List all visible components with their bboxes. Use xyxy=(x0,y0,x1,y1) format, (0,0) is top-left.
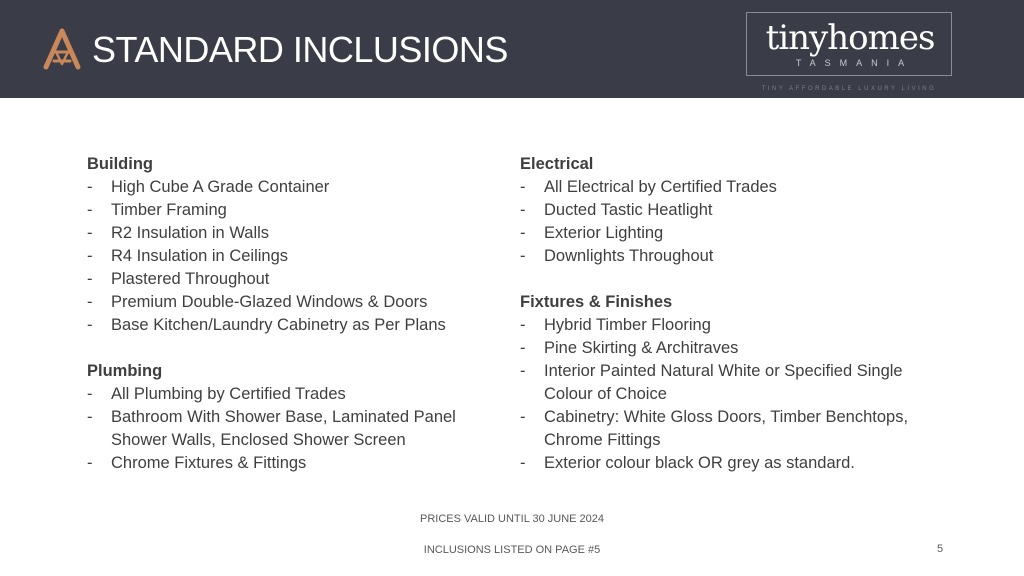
brand-subtitle: TASMANIA xyxy=(795,58,914,68)
list-item: - Downlights Throughout xyxy=(520,245,950,268)
list-item: - R2 Insulation in Walls xyxy=(87,222,497,245)
page-number: 5 xyxy=(936,543,944,555)
brand-tagline: TINY AFFORDABLE LUXURY LIVING xyxy=(761,86,937,92)
list-item: - Timber Framing xyxy=(87,199,497,222)
right-column xyxy=(520,153,950,475)
inclusions-note: INCLUSIONS LISTED ON PAGE #5 xyxy=(423,544,601,556)
list-item: - Hybrid Timber Flooring xyxy=(520,314,950,337)
page-title: STANDARD INCLUSIONS xyxy=(92,29,508,70)
list-item: - Ducted Tastic Heatlight xyxy=(520,199,950,222)
brand-logo xyxy=(746,12,952,76)
list-item: - Premium Double-Glazed Windows & Doors xyxy=(87,291,497,314)
list-item: - High Cube A Grade Container xyxy=(87,176,497,199)
list-item: - Interior Painted Natural White or Specified Single Colour of Choice xyxy=(520,360,950,406)
plumbing-list xyxy=(87,383,497,475)
brand-name: tinyhomes xyxy=(765,18,935,58)
list-item: - Cabinetry: White Gloss Doors, Timber Benchtops, Chrome Fittings xyxy=(520,406,950,452)
section-title-fixtures: Fixtures & Finishes xyxy=(520,293,673,311)
a-frame-logo-icon xyxy=(42,28,82,70)
section-title-electrical: Electrical xyxy=(520,155,594,173)
list-item: - Exterior colour black OR grey as standard. xyxy=(520,452,950,475)
list-item: - Plastered Throughout xyxy=(87,268,497,291)
list-item: - Chrome Fixtures & Fittings xyxy=(87,452,497,475)
list-item: - Pine Skirting & Architraves xyxy=(520,337,950,360)
electrical-list xyxy=(520,176,950,268)
list-item: - Base Kitchen/Laundry Cabinetry as Per Plans xyxy=(87,314,497,337)
header-bar xyxy=(0,0,1024,98)
list-item: - Bathroom With Shower Base, Laminated Panel Shower Walls, Enclosed Shower Screen xyxy=(87,406,497,452)
building-list xyxy=(87,176,497,337)
left-column xyxy=(87,153,497,475)
section-title-building: Building xyxy=(87,155,153,173)
prices-note: PRICES VALID UNTIL 30 JUNE 2024 xyxy=(419,513,604,525)
list-item: - R4 Insulation in Ceilings xyxy=(87,245,497,268)
list-item: - All Plumbing by Certified Trades xyxy=(87,383,497,406)
list-item: - Exterior Lighting xyxy=(520,222,950,245)
section-title-plumbing: Plumbing xyxy=(87,362,163,380)
list-item: - All Electrical by Certified Trades xyxy=(520,176,950,199)
fixtures-list xyxy=(520,314,950,475)
